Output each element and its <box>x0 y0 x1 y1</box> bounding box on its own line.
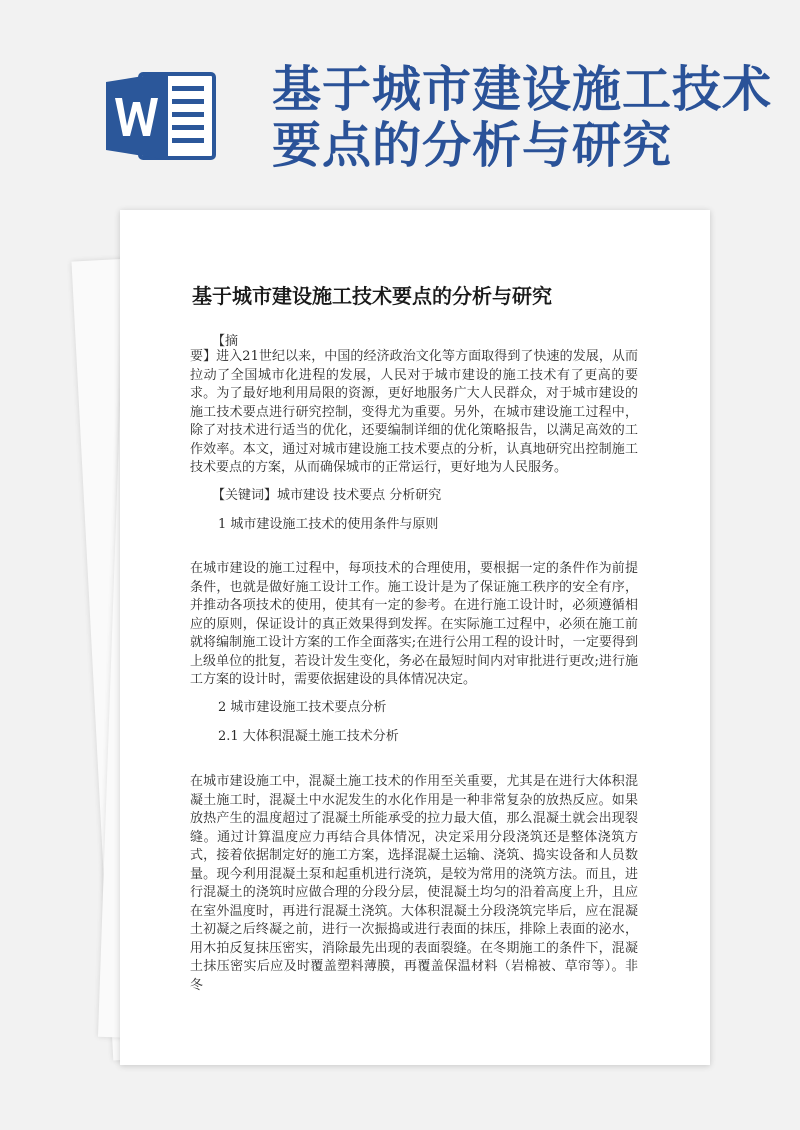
section-1-paragraph: 在城市建设的施工过程中，每项技术的合理使用，要根据一定的条件作为前提条件，也就是做好施工设计工作。施工设计是为了保证施工秩序的安全有序，并推动各项技术的使用，使其有一定的参考。在进行施工设计时，必须遵循相应的原则，保证设计的真正效果得到发挥。在实际施工过程中，必须在施工前就将编制施工设计方案的工作全面落实;在进行公用工程的设计时，一定要得到上级单位的批复，若设计发生变化，务必在最短时间内对审批进行更改;进行施工方案的设计时，需要依据建设的具体情况决定。 <box>190 561 638 687</box>
section-1-heading: 1 城市建设施工技术的使用条件与原则 <box>218 517 439 532</box>
document-page <box>120 210 710 1065</box>
section-2-heading: 2 城市建设施工技术要点分析 <box>218 700 387 715</box>
keywords: 【关键词】城市建设 技术要点 分析研究 <box>212 488 442 503</box>
abstract-paragraph: 要】进入21世纪以来，中国的经济政治文化等方面取得到了快速的发展，从而拉动了全国城市化进程的发展，人民对于城市建设的施工技术有了更高的要求。为了最好地利用局限的资源，更好地服务广大人民群众，对于城市建设的施工技术要点进行研究控制，变得尤为重要。另外，在城市建设施工过程中，除了对技术进行适当的优化，还要编制详细的优化策略报告，以满足高效的工作效率。本文，通过对城市建设施工技术要点的分析，认真地研究出控制施工技术要点的方案，从而确保城市的正常运行，更好地为人民服务。 <box>190 349 638 475</box>
document-title: 基于城市建设施工技术要点的分析与研究 <box>192 284 552 308</box>
header-title: 基于城市建设施工技术要点的分析与研究 <box>272 61 773 174</box>
word-document-icon <box>106 70 218 162</box>
abstract-label: 【摘 <box>212 334 239 349</box>
section-2-1-paragraph: 在城市建设施工中，混凝土施工技术的作用至关重要，尤其是在进行大体积混凝土施工时，混凝土中水泥发生的水化作用是一种非常复杂的放热反应。如果放热产生的温度超过了混凝土所能承受的拉力最大值，那么混凝土就会出现裂缝。通过计算温度应力再结合具体情况，决定采用分段浇筑还是整体浇筑方式，接着依据制定好的施工方案，选择混凝土运输、浇筑、捣实设备和人员数量。现今利用混凝土泵和起重机进行浇筑，是较为常用的浇筑方法。而且，进行混凝土的浇筑时应做合理的分段分层，使混凝土均匀的沿着高度上升，且应在室外温度时，再进行混凝土浇筑。大体积混凝土分段浇筑完毕后，应在混凝土初凝之后终凝之前，进行一次振捣或进行表面的抹压，排除上表面的泌水，用木拍反复抹压密实，消除最先出现的表面裂缝。在冬期施工的条件下，混凝土抹压密实后应及时覆盖塑料薄膜，再覆盖保温材料（岩棉被、草帘等）。非冬 <box>190 774 638 993</box>
section-2-1-heading: 2.1 大体积混凝土施工技术分析 <box>218 729 399 744</box>
